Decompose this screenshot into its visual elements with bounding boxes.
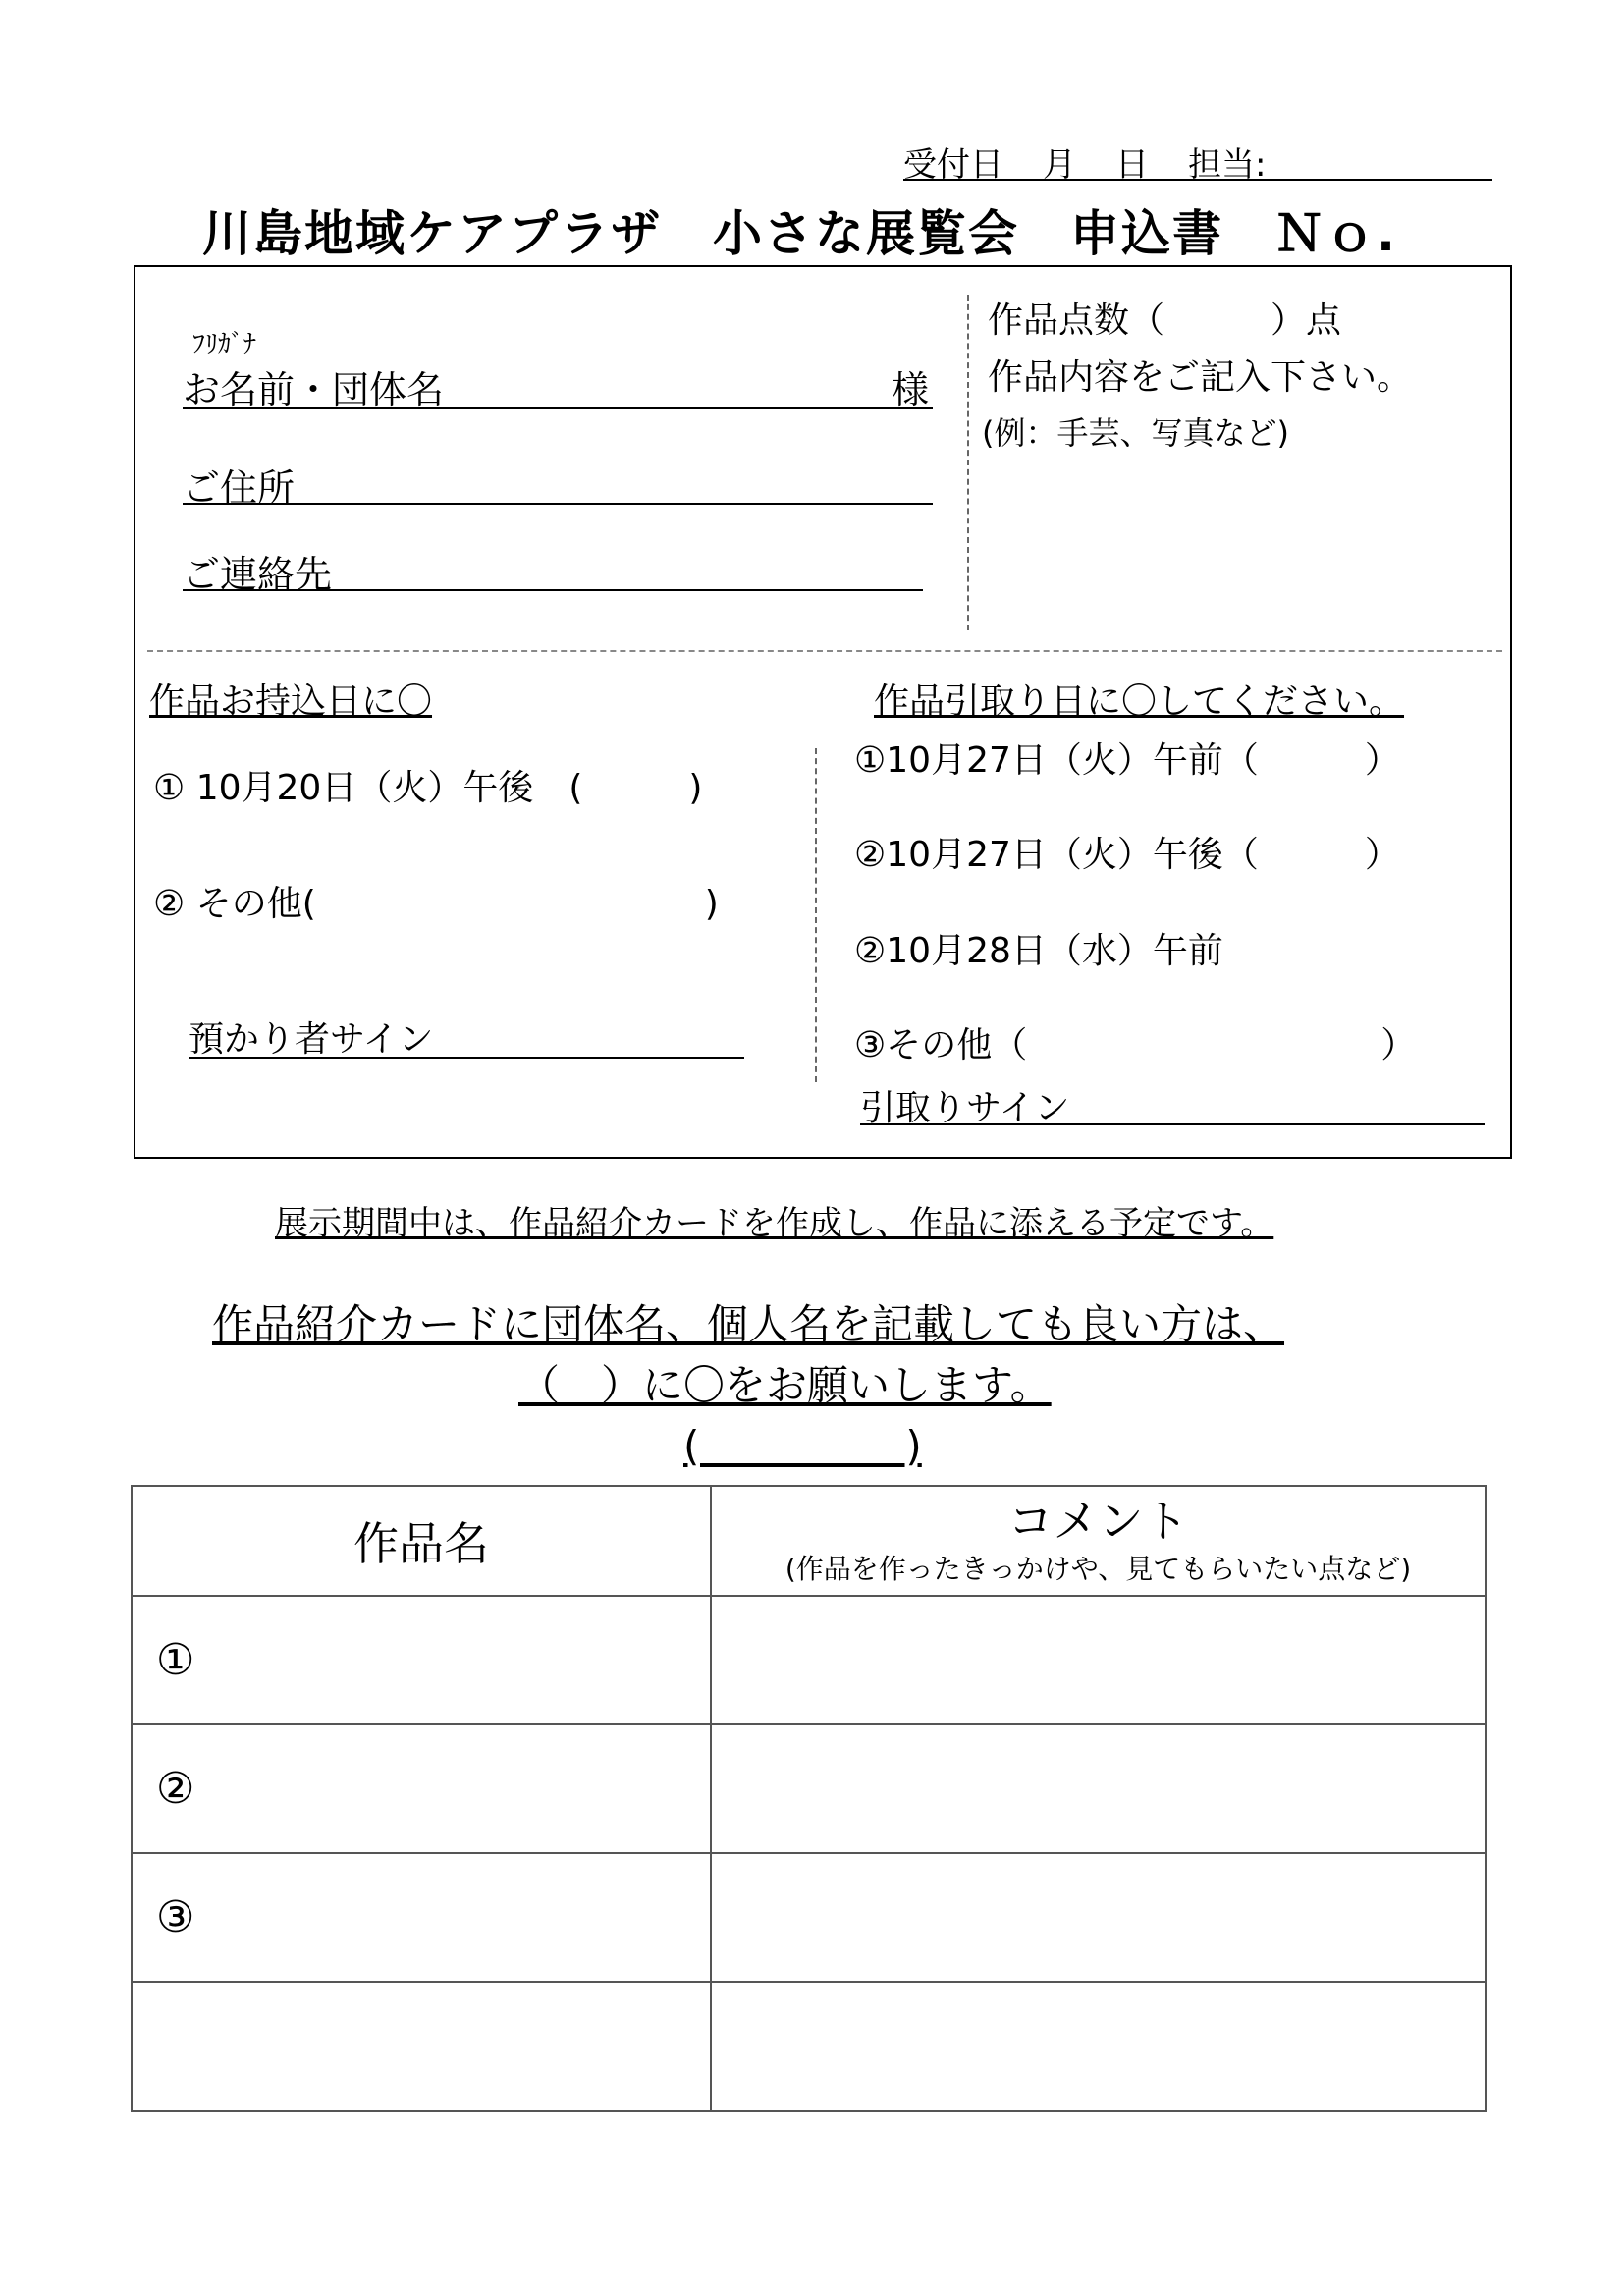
contact-field[interactable] — [183, 589, 923, 591]
page-title: 川島地域ケアプラザ 小さな展覧会 申込書 Ｎｏ. — [202, 205, 1397, 262]
row-name-cell[interactable] — [132, 1982, 711, 2111]
vertical-divider-bottom — [815, 748, 817, 1082]
vertical-divider-top — [967, 295, 969, 630]
row-comment-cell[interactable] — [711, 1853, 1486, 1982]
table-row — [132, 1853, 1486, 1982]
col-header-comment-sub: (作品を作ったきっかけや、見てもらいたい点など) — [784, 1553, 1412, 1585]
table-row — [132, 1724, 1486, 1853]
reception-underline — [903, 179, 1492, 181]
honorific-label: 様 — [892, 368, 930, 411]
col-header-name: 作品名 — [132, 1486, 711, 1596]
month-label: 月 — [1043, 145, 1076, 185]
table-row — [132, 1596, 1486, 1724]
pickup-sign-label: 引取りサイン — [860, 1088, 1070, 1128]
works-content-line: 作品内容をご記入下さい。 — [988, 357, 1413, 398]
consent-box[interactable]: ( ) — [683, 1422, 922, 1470]
name-label: お名前・団体名 — [183, 368, 445, 411]
row-comment-cell[interactable] — [711, 1724, 1486, 1853]
staff-label: 担当: — [1188, 145, 1267, 185]
table-header-row — [132, 1486, 1486, 1596]
address-field[interactable] — [183, 503, 933, 505]
row-comment-cell[interactable] — [711, 1596, 1486, 1724]
pickup-heading: 作品引取り日に〇してください。 — [874, 682, 1405, 722]
contact-label: ご連絡先 — [183, 553, 333, 596]
name-field[interactable] — [183, 407, 933, 409]
consent-line-2: （ ）に〇をお願いします。 — [518, 1361, 1052, 1409]
dropoff-option-1[interactable]: ① 10月20日（火）午後 ( ) — [153, 768, 703, 808]
dropoff-option-2[interactable]: ② その他( ) — [153, 884, 719, 924]
display-note: 展示期間中は、作品紹介カードを作成し、作品に添える予定です。 — [275, 1204, 1274, 1243]
works-count-line: 作品点数（ ）点 — [988, 301, 1342, 341]
furigana-label: ﾌﾘｶﾞﾅ — [192, 330, 257, 359]
dropoff-sign-field[interactable] — [189, 1057, 744, 1059]
address-label: ご住所 — [183, 466, 296, 510]
pickup-option-2[interactable]: ②10月27日（火）午後（ ） — [854, 835, 1400, 875]
received-date-label: 受付日 — [903, 145, 1003, 185]
works-table — [131, 1485, 1487, 2112]
pickup-option-3[interactable]: ②10月28日（水）午前 — [854, 931, 1223, 971]
dropoff-heading: 作品お持込日に〇 — [149, 682, 433, 722]
works-example-line: (例：手芸、写真など) — [982, 414, 1289, 452]
row-name-cell[interactable]: ① — [132, 1596, 711, 1724]
pickup-option-1[interactable]: ①10月27日（火）午前（ ） — [854, 740, 1400, 781]
col-header-comment-title: コメント — [1007, 1495, 1189, 1548]
pickup-sign-field[interactable] — [860, 1123, 1485, 1125]
day-label: 日 — [1115, 145, 1149, 185]
table-row — [132, 1982, 1486, 2111]
row-name-cell[interactable]: ③ — [132, 1853, 711, 1982]
col-header-comment — [711, 1486, 1486, 1596]
row-name-cell[interactable]: ② — [132, 1724, 711, 1853]
row-comment-cell[interactable] — [711, 1982, 1486, 2111]
consent-line-1: 作品紹介カードに団体名、個人名を記載しても良い方は、 — [212, 1300, 1285, 1348]
pickup-option-4[interactable]: ③その他（ ） — [854, 1025, 1417, 1066]
dropoff-sign-label: 預かり者サイン — [189, 1019, 434, 1060]
horizontal-divider — [147, 650, 1502, 652]
